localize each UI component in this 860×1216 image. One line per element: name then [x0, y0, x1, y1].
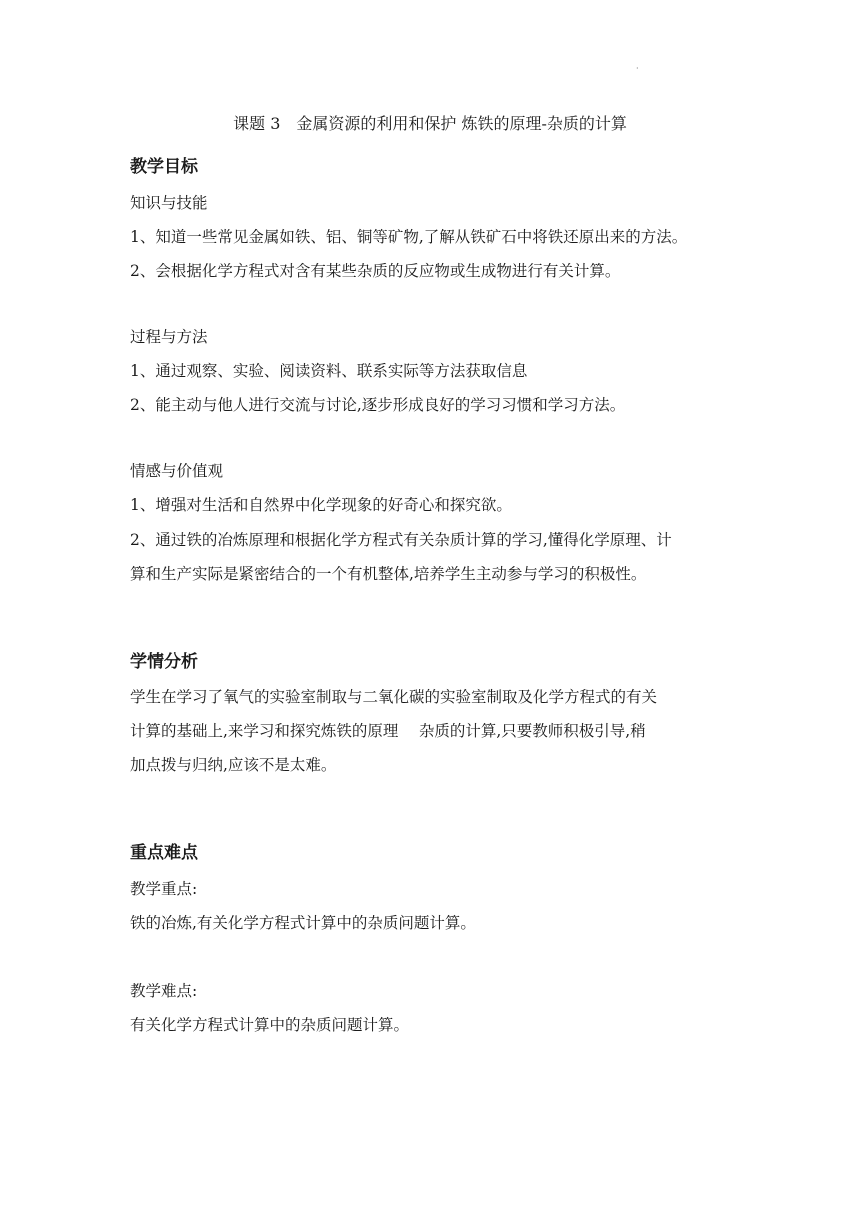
page-mark: · — [636, 64, 639, 73]
document-title: 课题 3 金属资源的利用和保护 炼铁的原理-杂质的计算 — [233, 114, 627, 133]
heading-analysis: 学情分析 — [130, 652, 198, 672]
label-emotion: 情感与价值观 — [130, 462, 224, 480]
objective-line: 1、通过观察、实验、阅读资料、联系实际等方法获取信息 — [130, 362, 528, 380]
label-difficulty: 教学难点: — [130, 982, 198, 1000]
analysis-line: 加点拨与归纳,应该不是太难。 — [130, 756, 337, 774]
objective-line: 1、知道一些常见金属如铁、铝、铜等矿物,了解从铁矿石中将铁还原出来的方法。 — [130, 228, 688, 246]
label-process: 过程与方法 — [130, 328, 208, 346]
objective-line: 2、能主动与他人进行交流与讨论,逐步形成良好的学习习惯和学习方法。 — [130, 396, 626, 414]
analysis-line: 学生在学习了氧气的实验室制取与二氧化碳的实验室制取及化学方程式的有关 — [130, 688, 658, 706]
objective-line: 2、通过铁的冶炼原理和根据化学方程式有关杂质计算的学习,懂得化学原理、计 — [130, 531, 672, 549]
heading-objectives: 教学目标 — [130, 157, 198, 177]
objective-line: 2、会根据化学方程式对含有某些杂质的反应物或生成物进行有关计算。 — [130, 262, 621, 280]
difficulty-text: 有关化学方程式计算中的杂质问题计算。 — [130, 1016, 410, 1034]
objective-line: 算和生产实际是紧密结合的一个有机整体,培养学生主动参与学习的积极性。 — [130, 565, 647, 583]
label-focus: 教学重点: — [130, 880, 198, 898]
objective-line: 1、增强对生活和自然界中化学现象的好奇心和探究欲。 — [130, 496, 512, 514]
focus-text: 铁的冶炼,有关化学方程式计算中的杂质问题计算。 — [130, 914, 476, 932]
label-knowledge: 知识与技能 — [130, 194, 208, 212]
heading-keypoints: 重点难点 — [130, 843, 198, 863]
analysis-line: 计算的基础上,来学习和探究炼铁的原理 杂质的计算,只要教师积极引导,稍 — [130, 722, 646, 740]
